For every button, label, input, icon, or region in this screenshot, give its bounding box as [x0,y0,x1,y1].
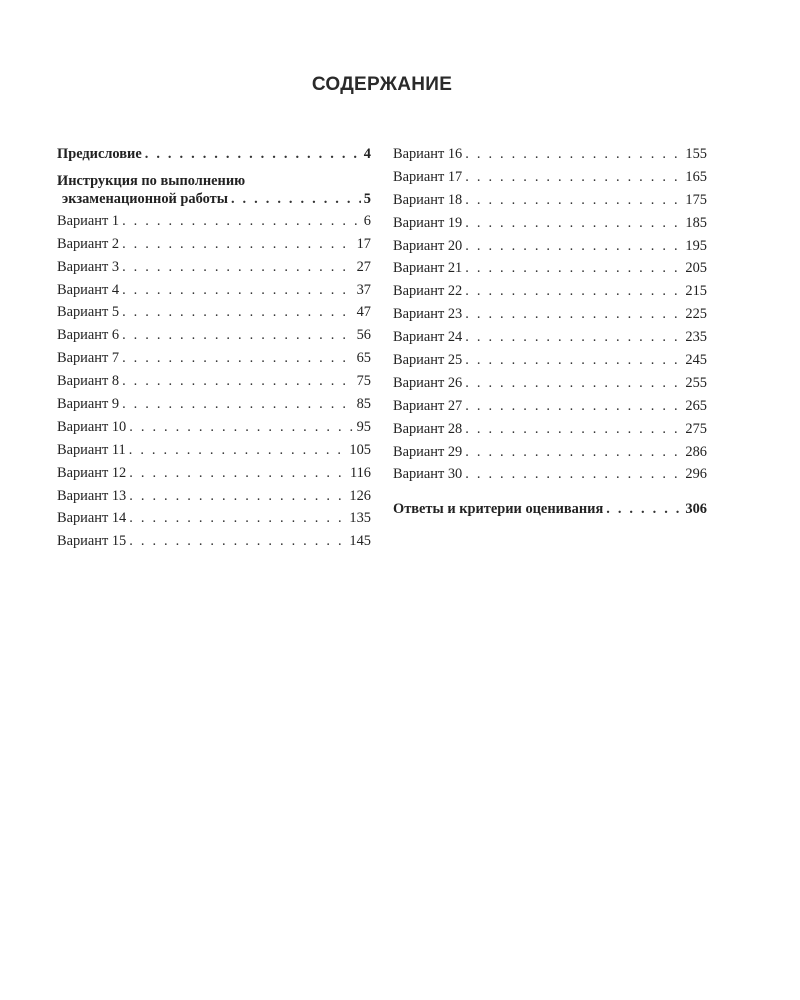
toc-entry-variant[interactable] [57,530,371,553]
toc-entry-variant[interactable] [57,210,371,233]
toc-entry-variant[interactable] [393,166,707,189]
dot-leader [465,303,682,326]
dot-leader [465,372,682,395]
toc-entry-label: Вариант 4 [57,281,120,298]
toc-entry-label: Вариант 26 [393,374,463,391]
toc-entry-page: 205 [685,260,707,277]
toc-entry-preface[interactable] [57,143,371,166]
toc-entry-page: 275 [685,420,707,437]
dot-leader [465,418,682,441]
toc-entry-label-continued: экзаменационной работы [62,190,228,207]
toc-left-column [57,143,371,553]
toc-entry-variant[interactable] [393,303,707,326]
toc-variant-list [393,143,707,486]
toc-entry-page: 4 [363,146,371,162]
dot-leader [129,439,347,462]
toc-entry-variant[interactable] [57,256,371,279]
toc-entry-instructions[interactable] [57,173,371,209]
dot-leader [129,507,346,530]
dot-leader [465,143,682,166]
toc-entry-label: Вариант 23 [393,306,463,323]
toc-entry-page: 27 [356,258,371,275]
toc-variant-list [57,210,371,553]
dot-leader [122,233,354,256]
dot-leader [122,256,354,279]
toc-entry-page: 126 [349,487,371,504]
toc-entry-page: 37 [356,281,371,298]
toc-entry-label: Вариант 12 [57,464,127,481]
toc-entry-variant[interactable] [393,189,707,212]
toc-entry-variant[interactable] [393,349,707,372]
toc-entry-variant[interactable] [57,439,371,462]
toc-entry-label: Вариант 20 [393,237,463,254]
toc-entry-page: 95 [356,418,371,435]
dot-leader [129,462,347,485]
toc-entry-label: Вариант 13 [57,487,127,504]
toc-entry-label: Вариант 21 [393,260,463,277]
dot-leader [129,485,346,508]
dot-leader [122,370,354,393]
toc-entry-label: Вариант 22 [393,283,463,300]
toc-entry-page: 116 [349,464,371,481]
toc-entry-variant[interactable] [57,347,371,370]
toc-entry-variant[interactable] [393,326,707,349]
toc-entry-variant[interactable] [393,463,707,486]
toc-entry-variant[interactable] [57,370,371,393]
toc-right-column [393,143,707,521]
toc-entry-variant[interactable] [57,324,371,347]
toc-entry-page: 6 [363,212,371,229]
toc-entry-label: Вариант 1 [57,212,120,229]
toc-entry-variant[interactable] [57,485,371,508]
toc-entry-page: 235 [685,329,707,346]
toc-entry-page: 65 [356,350,371,367]
toc-entry-page: 5 [363,190,371,207]
toc-entry-page: 245 [685,352,707,369]
toc-entry-page: 225 [685,306,707,323]
toc-entry-variant[interactable] [393,235,707,258]
toc-entry-page: 195 [685,237,707,254]
toc-entry-variant[interactable] [393,280,707,303]
toc-entry-variant[interactable] [393,395,707,418]
dot-leader [465,189,682,212]
toc-entry-label: Вариант 5 [57,304,120,321]
toc-entry-label: Вариант 10 [57,418,127,435]
toc-entry-label: Вариант 27 [393,397,463,414]
toc-entry-label: Вариант 25 [393,352,463,369]
toc-entry-label: Ответы и критерии оценивания [393,501,604,518]
dot-leader [129,416,353,439]
toc-entry-label: Вариант 28 [393,420,463,437]
toc-entry-variant[interactable] [57,393,371,416]
dot-leader [465,257,682,280]
dot-leader [122,301,354,324]
toc-entry-page: 135 [349,510,371,527]
toc-entry-variant[interactable] [393,143,707,166]
dot-leader [122,324,354,347]
dot-leader [465,212,682,235]
dot-leader [231,190,361,209]
toc-entry-label: Вариант 15 [57,533,127,550]
toc-entry-label: Вариант 19 [393,214,463,231]
toc-entry-page: 145 [349,533,371,550]
toc-entry-label: Вариант 11 [57,441,126,458]
toc-entry-label: Вариант 2 [57,235,120,252]
toc-entry-page: 17 [356,235,371,252]
toc-entry-variant[interactable] [57,279,371,302]
toc-entry-page: 286 [685,443,707,460]
toc-entry-page: 175 [685,191,707,208]
toc-entry-label: Вариант 3 [57,258,120,275]
toc-entry-label: Вариант 30 [393,466,463,483]
toc-entry-page: 255 [685,374,707,391]
toc-entry-label: Вариант 6 [57,327,120,344]
dot-leader [122,279,354,302]
toc-entry-page: 85 [356,396,371,413]
dot-leader [465,235,682,258]
dot-leader [129,530,346,553]
toc-entry-label: Вариант 18 [393,191,463,208]
toc-entry-page: 215 [685,283,707,300]
toc-entry-page: 47 [356,304,371,321]
dot-leader [465,441,682,464]
toc-entry-variant[interactable] [57,462,371,485]
toc-entry-label: Вариант 7 [57,350,120,367]
toc-entry-page: 185 [685,214,707,231]
toc-entry-variant[interactable] [57,301,371,324]
toc-entry-variant[interactable] [393,441,707,464]
toc-entry-variant[interactable] [393,212,707,235]
toc-entry-page: 155 [685,146,707,162]
toc-entry-page: 165 [685,168,707,185]
toc-entry-label: Вариант 16 [393,146,463,162]
toc-entry-variant[interactable] [57,507,371,530]
toc-entry-variant[interactable] [393,418,707,441]
dot-leader [465,463,682,486]
toc-entry-page: 306 [685,501,707,518]
toc-entry-variant[interactable] [393,372,707,395]
toc-entry-page: 56 [356,327,371,344]
toc-entry-label: Предисловие [57,146,142,162]
toc-entry-label: Вариант 14 [57,510,127,527]
toc-entry-page: 105 [349,441,371,458]
dot-leader [465,395,682,418]
dot-leader [122,347,354,370]
toc-entry-variant[interactable] [393,257,707,280]
toc-entry-page: 296 [685,466,707,483]
toc-entry-variant[interactable] [57,233,371,256]
dot-leader [122,393,354,416]
toc-entry-label: Вариант 24 [393,329,463,346]
dot-leader [122,210,361,233]
toc-entry-page: 75 [356,373,371,390]
toc-entry-label: Инструкция по выполнению [57,172,246,189]
page-title: СОДЕРЖАНИЕ [311,74,453,95]
dot-leader [465,280,682,303]
toc-entry-label: Вариант 8 [57,373,120,390]
toc-entry-answers[interactable] [393,498,707,521]
toc-entry-label: Вариант 29 [393,443,463,460]
toc-entry-label: Вариант 17 [393,168,463,185]
dot-leader [465,166,682,189]
dot-leader [465,326,682,349]
toc-entry-page: 265 [685,397,707,414]
toc-entry-variant[interactable] [57,416,371,439]
dot-leader [465,349,682,372]
toc-entry-label: Вариант 9 [57,396,120,413]
dot-leader [145,143,361,166]
dot-leader [606,498,682,521]
